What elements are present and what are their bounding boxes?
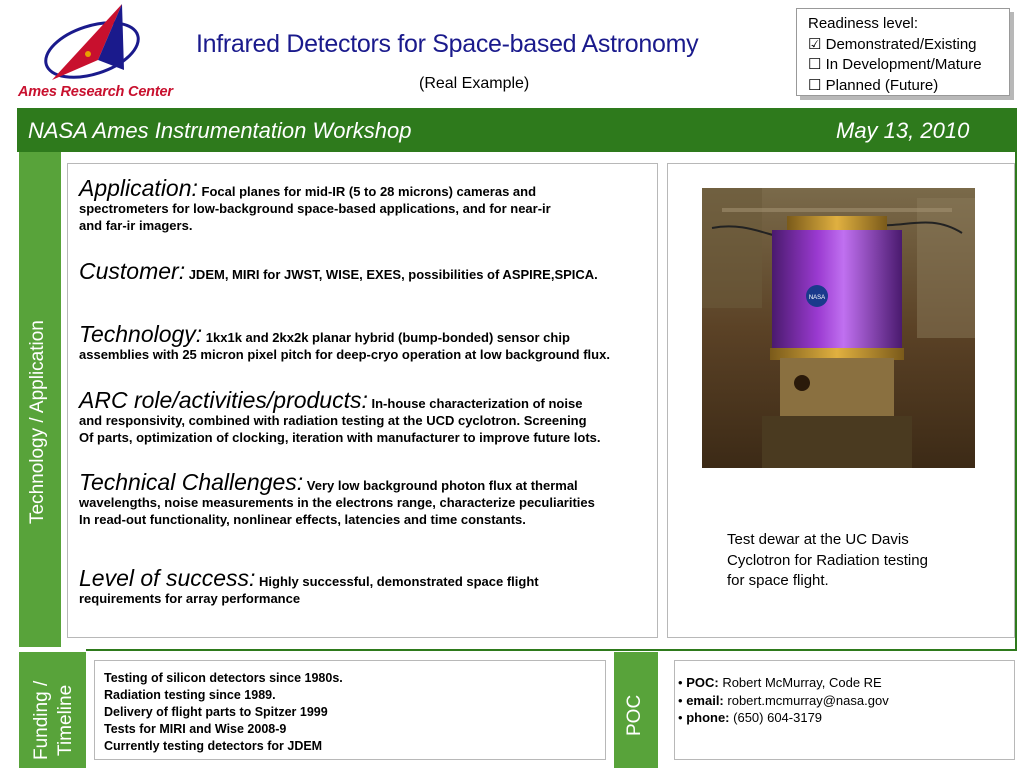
photo-dewar-cylinder [772,230,902,352]
funding-timeline-list [104,670,343,755]
email-link[interactable]: robert.mcmurray@nasa.gov [727,692,889,708]
list-item: Delivery of flight parts to Spitzer 1999 [104,705,328,719]
sidebar-funding-line1: Funding / [31,680,52,760]
readiness-option-label: Demonstrated/Existing [825,35,977,53]
checkbox-empty-icon[interactable]: ☐ [808,56,822,73]
section-technical-challenges [79,471,595,528]
checkbox-empty-icon[interactable]: ☐ [808,76,822,94]
photo-caption [727,530,928,592]
readiness-option-label: Planned (Future) [825,76,939,94]
page-title: Infrared Detectors for Space-based Astronomy [196,30,699,58]
section-text: wavelengths, noise measurements in the electrons range, characterize peculiarities [79,495,595,510]
list-item: Currently testing detectors for JDEM [104,739,323,753]
photo-lab-equipment [702,188,762,308]
poc-name-row [678,674,889,692]
logo-text: Ames Research Center [18,84,173,100]
section-heading: ARC role/activities/products: [79,387,368,413]
photo-dewar-stand [762,416,912,468]
section-text: requirements for array performance [79,591,301,606]
poc-contact-list [678,674,889,727]
poc-label: POC: [686,675,719,690]
section-text: assemblies with 25 micron pixel pitch for deep-cryo operation at low background flux. [79,347,610,362]
list-item: Testing of silicon detectors since 1980s. [104,671,343,685]
sidebar-technology-label: Technology / Application [27,320,48,524]
phone-label: phone: [686,710,730,725]
bullet-icon: • [678,710,683,725]
section-heading: Customer: [79,258,186,284]
readiness-option-development[interactable] [808,55,1009,76]
photo-dewar-port [794,375,810,391]
section-heading: Technology: [79,321,203,347]
readiness-option-demonstrated[interactable] [808,35,1009,56]
list-item: Radiation testing since 1989. [104,688,276,702]
section-heading: Application: [79,175,198,201]
poc-email-row [678,692,889,710]
readiness-box [796,8,1010,96]
sidebar-funding-line2: Timeline [55,684,76,756]
section-customer [79,260,598,283]
readiness-heading: Readiness level: [808,15,919,32]
bullet-icon: • [678,675,683,690]
section-text: spectrometers for low-background space-based applications, and for near-ir [79,201,551,216]
section-text: 1kx1k and 2kx2k planar hybrid (bump-bonded) sensor chip [202,330,570,345]
section-heading: Level of success: [79,565,256,591]
photo-caption-line: Cyclotron for Radiation testing [727,551,928,569]
photo-lab-equipment [917,198,975,338]
workshop-date: May 13, 2010 [836,118,970,143]
phone-number: (650) 604-3179 [733,710,823,725]
readiness-option-planned[interactable] [808,76,1009,97]
sidebar-funding-label [30,681,78,760]
section-text: JDEM, MIRI for JWST, WISE, EXES, possibilities of ASPIRE,SPICA. [185,267,598,282]
page-subtitle: (Real Example) [419,75,530,92]
workshop-name: NASA Ames Instrumentation Workshop [28,118,412,143]
section-text: In read-out functionality, nonlinear effects, latencies and time constants. [79,512,526,527]
list-item: Tests for MIRI and Wise 2008-9 [104,722,287,736]
section-text: Very low background photon flux at thermal [303,478,578,493]
photo-caption-line: Test dewar at the UC Davis [727,531,909,548]
email-label: email: [686,692,724,708]
section-text: Highly successful, demonstrated space flight [255,574,539,589]
section-text: Of parts, optimization of clocking, iteration with manufacturer to improve future lots. [79,430,601,445]
frame-right-line [1015,108,1017,651]
checkbox-checked-icon[interactable]: ☑ [808,35,822,53]
section-text: Focal planes for mid-IR (5 to 28 microns) cameras and [197,184,537,199]
poc-phone-row [678,709,889,727]
sidebar-poc-label: POC [624,694,645,736]
poc-name: Robert McMurray, Code RE [722,675,882,690]
section-text: and responsivity, combined with radiation testing at the UCD cyclotron. Screening [79,413,587,428]
photo-lab-shelf [722,208,952,212]
test-dewar-photo [702,188,975,468]
photo-caption-line: for space flight. [727,572,829,589]
section-application [79,177,551,234]
frame-divider-line [86,649,1015,651]
section-level-of-success [79,567,539,607]
photo-nasa-label: NASA [808,295,826,301]
section-text: and far-ir imagers. [79,218,193,233]
section-arc-role [79,389,601,446]
readiness-option-label: In Development/Mature [825,56,982,73]
photo-dewar-top-rim [787,216,887,232]
logo-star [85,51,91,57]
section-text: In-house characterization of noise [367,396,583,411]
section-heading: Technical Challenges: [79,469,304,495]
bullet-icon: • [678,692,683,708]
section-technology [79,323,610,363]
